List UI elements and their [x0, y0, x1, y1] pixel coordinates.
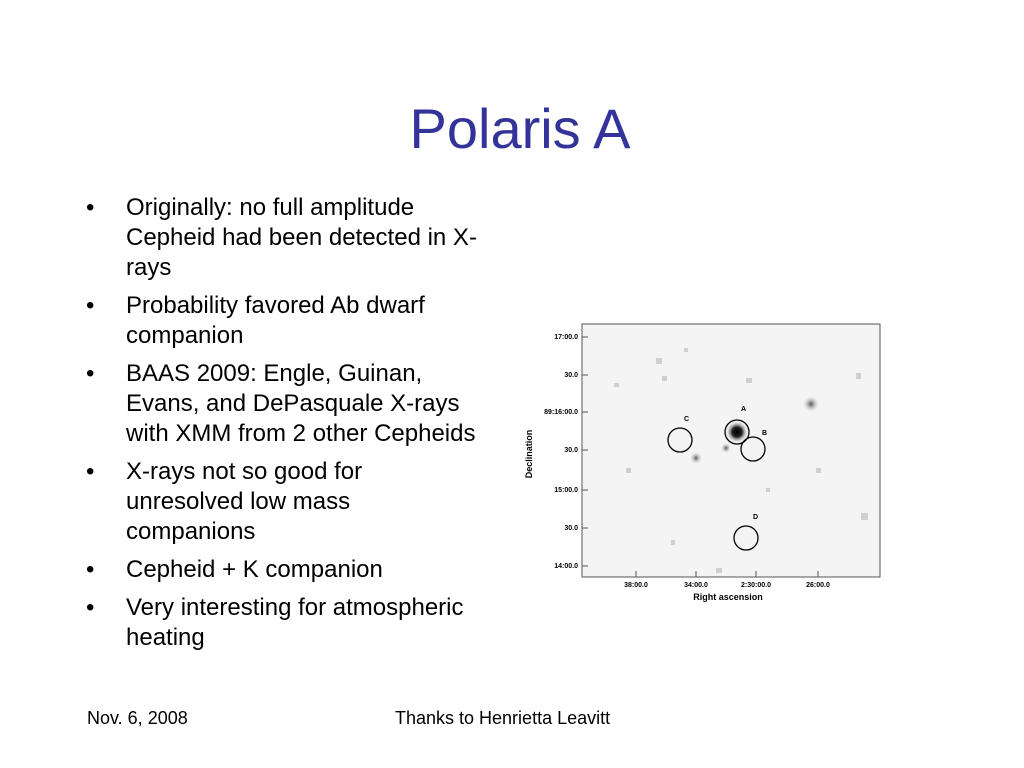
y-tick-label: 17:00.0	[554, 334, 578, 341]
y-tick-label: 89:16:00.0	[544, 409, 578, 416]
bullet-text: Originally: no full amplitude Cepheid had been detected in X-rays	[126, 194, 477, 281]
y-axis-label: Declination	[524, 429, 534, 479]
footer-credit: Thanks to Henrietta Leavitt	[395, 708, 611, 728]
source-d-label: D	[753, 514, 759, 521]
y-tick-label: 30.0	[564, 447, 578, 454]
xray-blob	[690, 452, 702, 464]
x-tick-label: 34:00.0	[684, 582, 708, 589]
y-tick-label: 30.0	[564, 525, 578, 532]
bullet-item	[86, 193, 486, 283]
y-tick-label: 30.0	[564, 372, 578, 379]
bullet-item	[86, 457, 486, 547]
y-tick-label: 14:00.0	[554, 563, 578, 570]
bullet-text: Probability favored Ab dwarf companion	[126, 292, 425, 349]
bullet-dot: •	[86, 360, 95, 387]
source-c-label: C	[684, 416, 690, 423]
x-tick-label: 2:30:00.0	[741, 582, 771, 589]
bullet-item	[86, 555, 486, 585]
bullet-text: X-rays not so good for unresolved low mass companions	[126, 458, 363, 545]
bullet-text: Cepheid + K companion	[126, 556, 383, 583]
bullet-item	[86, 291, 486, 351]
x-tick-label: 38:00.0	[624, 582, 648, 589]
source-a-label: A	[741, 406, 747, 413]
xray-blob	[721, 443, 731, 453]
y-tick-label: 15:00.0	[554, 487, 578, 494]
bullet-text: Very interesting for atmospheric heating	[126, 594, 464, 651]
bullet-dot: •	[86, 458, 95, 485]
bullet-dot: •	[86, 556, 95, 583]
bullet-dot: •	[86, 594, 95, 621]
bullet-dot: •	[86, 194, 95, 221]
xray-blob	[803, 396, 819, 412]
bullet-item	[86, 593, 486, 653]
slide-title: Polaris A	[409, 97, 631, 160]
bullet-dot: •	[86, 292, 95, 319]
x-axis-label: Right ascension	[693, 592, 763, 602]
source-b-label: B	[762, 430, 768, 437]
footer-date: Nov. 6, 2008	[87, 708, 188, 728]
bullet-text: BAAS 2009: Engle, Guinan, Evans, and DePasquale X-rays with XMM from 2 other Cepheids	[126, 360, 476, 447]
image-frame	[582, 324, 880, 577]
bullet-item	[86, 359, 486, 449]
xray-image-figure	[516, 318, 888, 608]
bullet-list	[86, 193, 486, 661]
x-tick-label: 26:00.0	[806, 582, 830, 589]
